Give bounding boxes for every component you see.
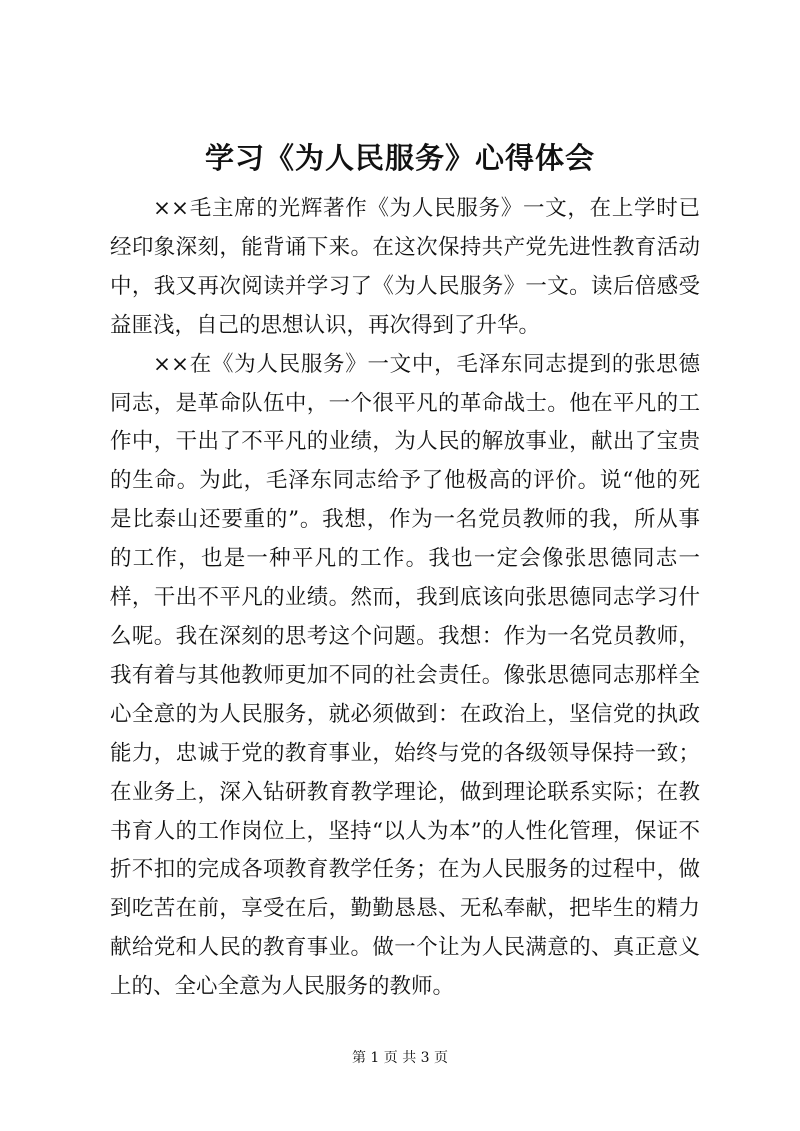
document-title: 学习《为人民服务》心得体会 — [204, 141, 595, 175]
document-body — [110, 190, 700, 1007]
page-footer: 第 1 页 共 3 页 — [351, 1050, 449, 1066]
paragraph-1: ××毛主席的光辉著作《为人民服务》一文，在上学时已经印象深刻，能背诵下来。在这次保持共产党先进性教育活动中，我又再次阅读并学习了《为人民服务》一文。读后倍感受益匪浅，自己的思想认识，再次得到了升华。 — [110, 196, 700, 338]
paragraph-2: ××在《为人民服务》一文中，毛泽东同志提到的张思德同志，是革命队伍中，一个很平凡的革命战士。他在平凡的工作中，干出了不平凡的业绩，为人民的解放事业，献出了宝贵的生命。为此，毛泽东同志给予了他极高的评价。说“他的死是比泰山还要重的”。我想，作为一名党员教师的我，所从事的工作，也是一种平凡的工作。我也一定会像张思德同志一样，干出不平凡的业绩。然而，我到底该向张思德同志学习什么呢。我在深刻的思考这个问题。我想：作为一名党员教师，我有着与其他教师更加不同的社会责任。像张思德同志那样全心全意的为人民服务，就必须做到：在政治上，坚信党的执政能力，忠诚于党的教育事业，始终与党的各级领导保持一致；在业务上，深入钻研教育教学理论，做到理论联系实际；在教书育人的工作岗位上，坚持“以人为本”的人性化管理，保证不折不扣的完成各项教育教学任务；在为人民服务的过程中，做到吃苦在前，享受在后，勤勤恳恳、无私奉献，把毕生的精力献给党和人民的教育事业。做一个让为人民满意的、真正意义上的、全心全意为人民服务的教师。 — [110, 351, 700, 1000]
